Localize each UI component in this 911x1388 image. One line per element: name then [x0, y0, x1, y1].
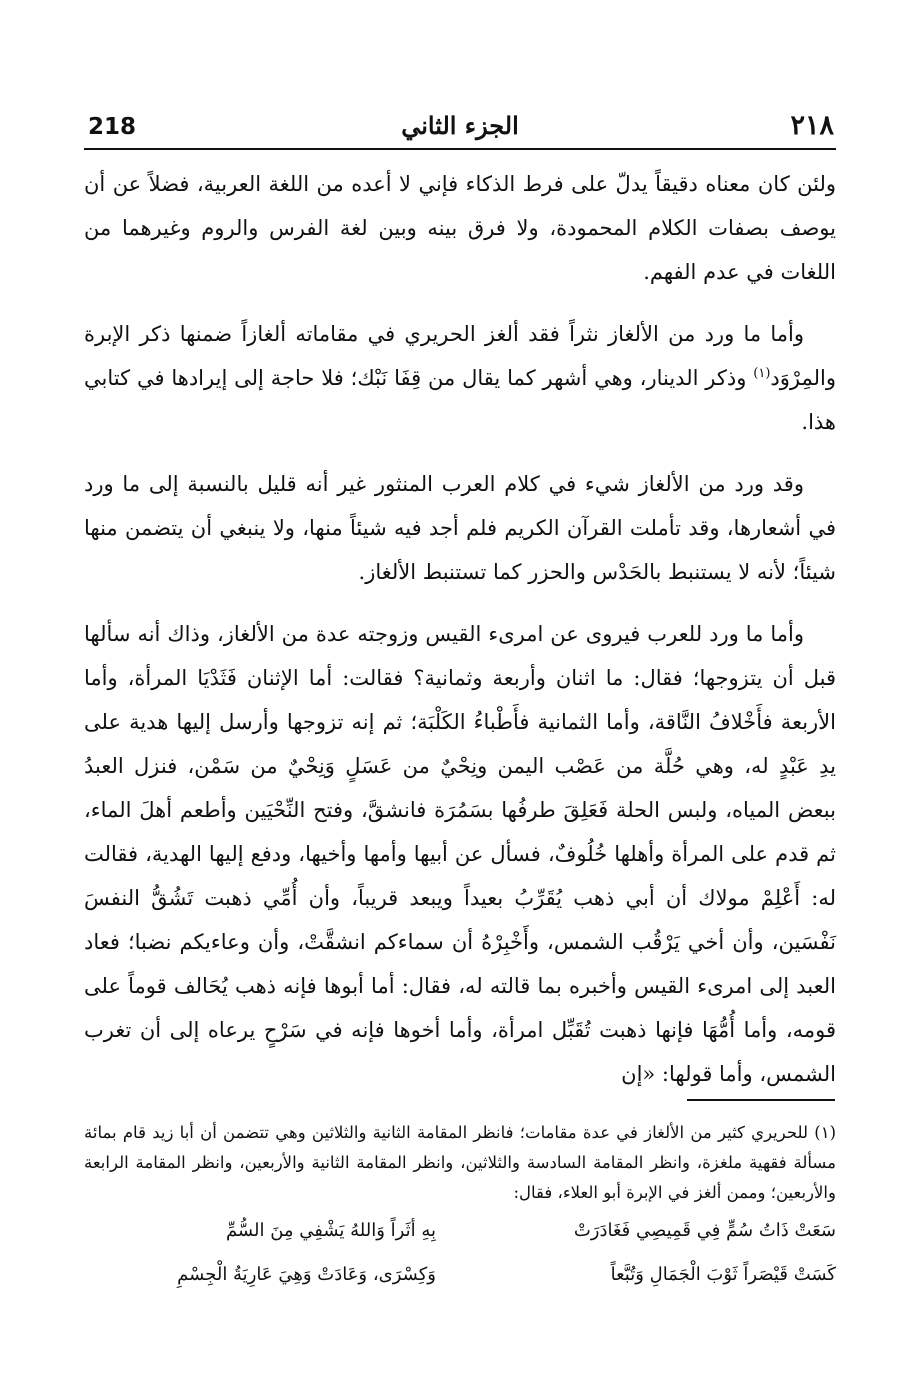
footnote-rule	[687, 1099, 835, 1101]
footnote-1: (١) للحريري كثير من الألغاز في عدة مقامات؛ فانظر المقامة الثانية والثلاثين وهي تتضمن أن أبا زيد قام بمائة مسألة فقهية ملغزة، وانظر المقامة السادسة والثلاثين، وانظر المقامة الثانية والأربعين، وانظر المقامة الرابعة والأربعين؛ وممن ألغز في الإبرة أبو العلاء، فقال:	[84, 1123, 836, 1202]
verse-1-first-hemistich: سَعَتْ ذَاتُ سُمٍّ فِي قَمِيصِي فَغَادَرَتْ	[573, 1220, 836, 1241]
footnote-marker: (١)	[753, 366, 771, 381]
paragraph-3: وقد ورد من الألغاز شيء في كلام العرب المنثور غير أنه قليل بالنسبة إلى ما ورد في أشعارها، وقد تأملت القرآن الكريم فلم أجد فيه شيئاً منها، ولا ينبغي أن يتضمن منها شيئاً؛ لأنه لا يستنبط بالحَدْس والحزر كما تستنبط الألغاز.	[84, 472, 836, 584]
verse-line-1	[84, 1210, 836, 1252]
footnotes	[84, 1118, 836, 1296]
main-text	[84, 162, 836, 1114]
page-number-latin: 218	[88, 114, 137, 140]
verse-line-2	[84, 1254, 836, 1296]
running-title: الجزء الثاني	[401, 111, 519, 140]
paragraph-2	[84, 312, 836, 444]
verse-2-second-hemistich: وَكِسْرَى، وَعَادَتْ وَهِيَ عَارِيَةُ الْجِسْمِ	[177, 1264, 436, 1285]
paragraph-4: وأما ما ورد للعرب فيروى عن امرىء القيس وزوجته عدة من الألغاز، وذاك أنه سألها قبل أن يتزوجها؛ فقال: ما اثنان وأربعة وثمانية؟ فقالت: أما الإثنان فَثَدْيَا المرأة، وأما الأربعة فأَخْلافُ النَّاقة، وأما الثمانية فأَطْباءُ الكَلْبَة؛ ثم إنه تزوجها وأرسل إليها هدية على يدِ عَبْدٍ له، وهي حُلَّة من عَصْب اليمن ونِحْيٌ من عَسَلٍ وَنِحْيٌ من سَمْن، فنزل العبدُ ببعض المياه، ولبس الحلة فَعَلِقَ طرفُها بسَمُرَة فانشقَّ، وفتح النِّحْيَين وأطعم أهلَ الماء، ثم قدم على المرأة وأهلها خُلُوفٌ، فسأل عن أبيها وأمها وأخيها، ودفع إليها الهدية، فقالت له: أَعْلِمْ مولاك أن أبي ذهب يُقَرِّبُ بعيداً ويبعد قريباً، وأن أُمِّي ذهبت تَشُقُّ النفسَ نَفْسَين، وأن أخي يَرْقُب الشمس، وأَخْبِرْهُ أن سماءكم انشقَّتْ، وأن وعاءيكم نضبا؛ فعاد العبد إلى امرىء القيس وأخبره بما قالته له، فقال: أما أبوها فإنه ذهب يُحَالف قوماً على قومه، وأما أُمُّهَا فإنها ذهبت تُقَبِّل امرأة، وأما أخوها فإنه في سَرْحٍ يرعاه إلى أن تغرب الشمس، وأما قولها: «إن	[84, 622, 836, 1086]
paragraph-2-text-b: وذكر الدينار، وهي أشهر كما يقال من قِفَا نَبْك؛ فلا حاجة إلى إيرادها في كتابي هذا.	[84, 366, 836, 434]
running-header	[84, 108, 836, 148]
header-rule	[84, 148, 836, 150]
page-number-arabic: ٢١٨	[790, 110, 834, 141]
verse-1-second-hemistich: بِهِ أثَراً وَاللهُ يَشْفِي مِنَ السُّمِّ	[225, 1220, 436, 1241]
paragraph-1: ولئن كان معناه دقيقاً يدلّ على فرط الذكاء فإني لا أعده من اللغة العربية، فضلاً عن أن يوصف بصفات الكلام المحمودة، ولا فرق بينه وبين لغة الفرس والروم وغيرهما من اللغات في عدم الفهم.	[84, 172, 836, 284]
paragraph-2-text-a: وأما ما ورد من الألغاز نثراً فقد ألغز الحريري في مقاماته ألغازاً ضمنها ذكر الإبرة والمِرْوَد	[84, 322, 836, 390]
verse-2-first-hemistich: كَسَتْ قَيْصَراً ثَوْبَ الْجَمَالِ وَتُبَّعاً	[610, 1264, 836, 1285]
